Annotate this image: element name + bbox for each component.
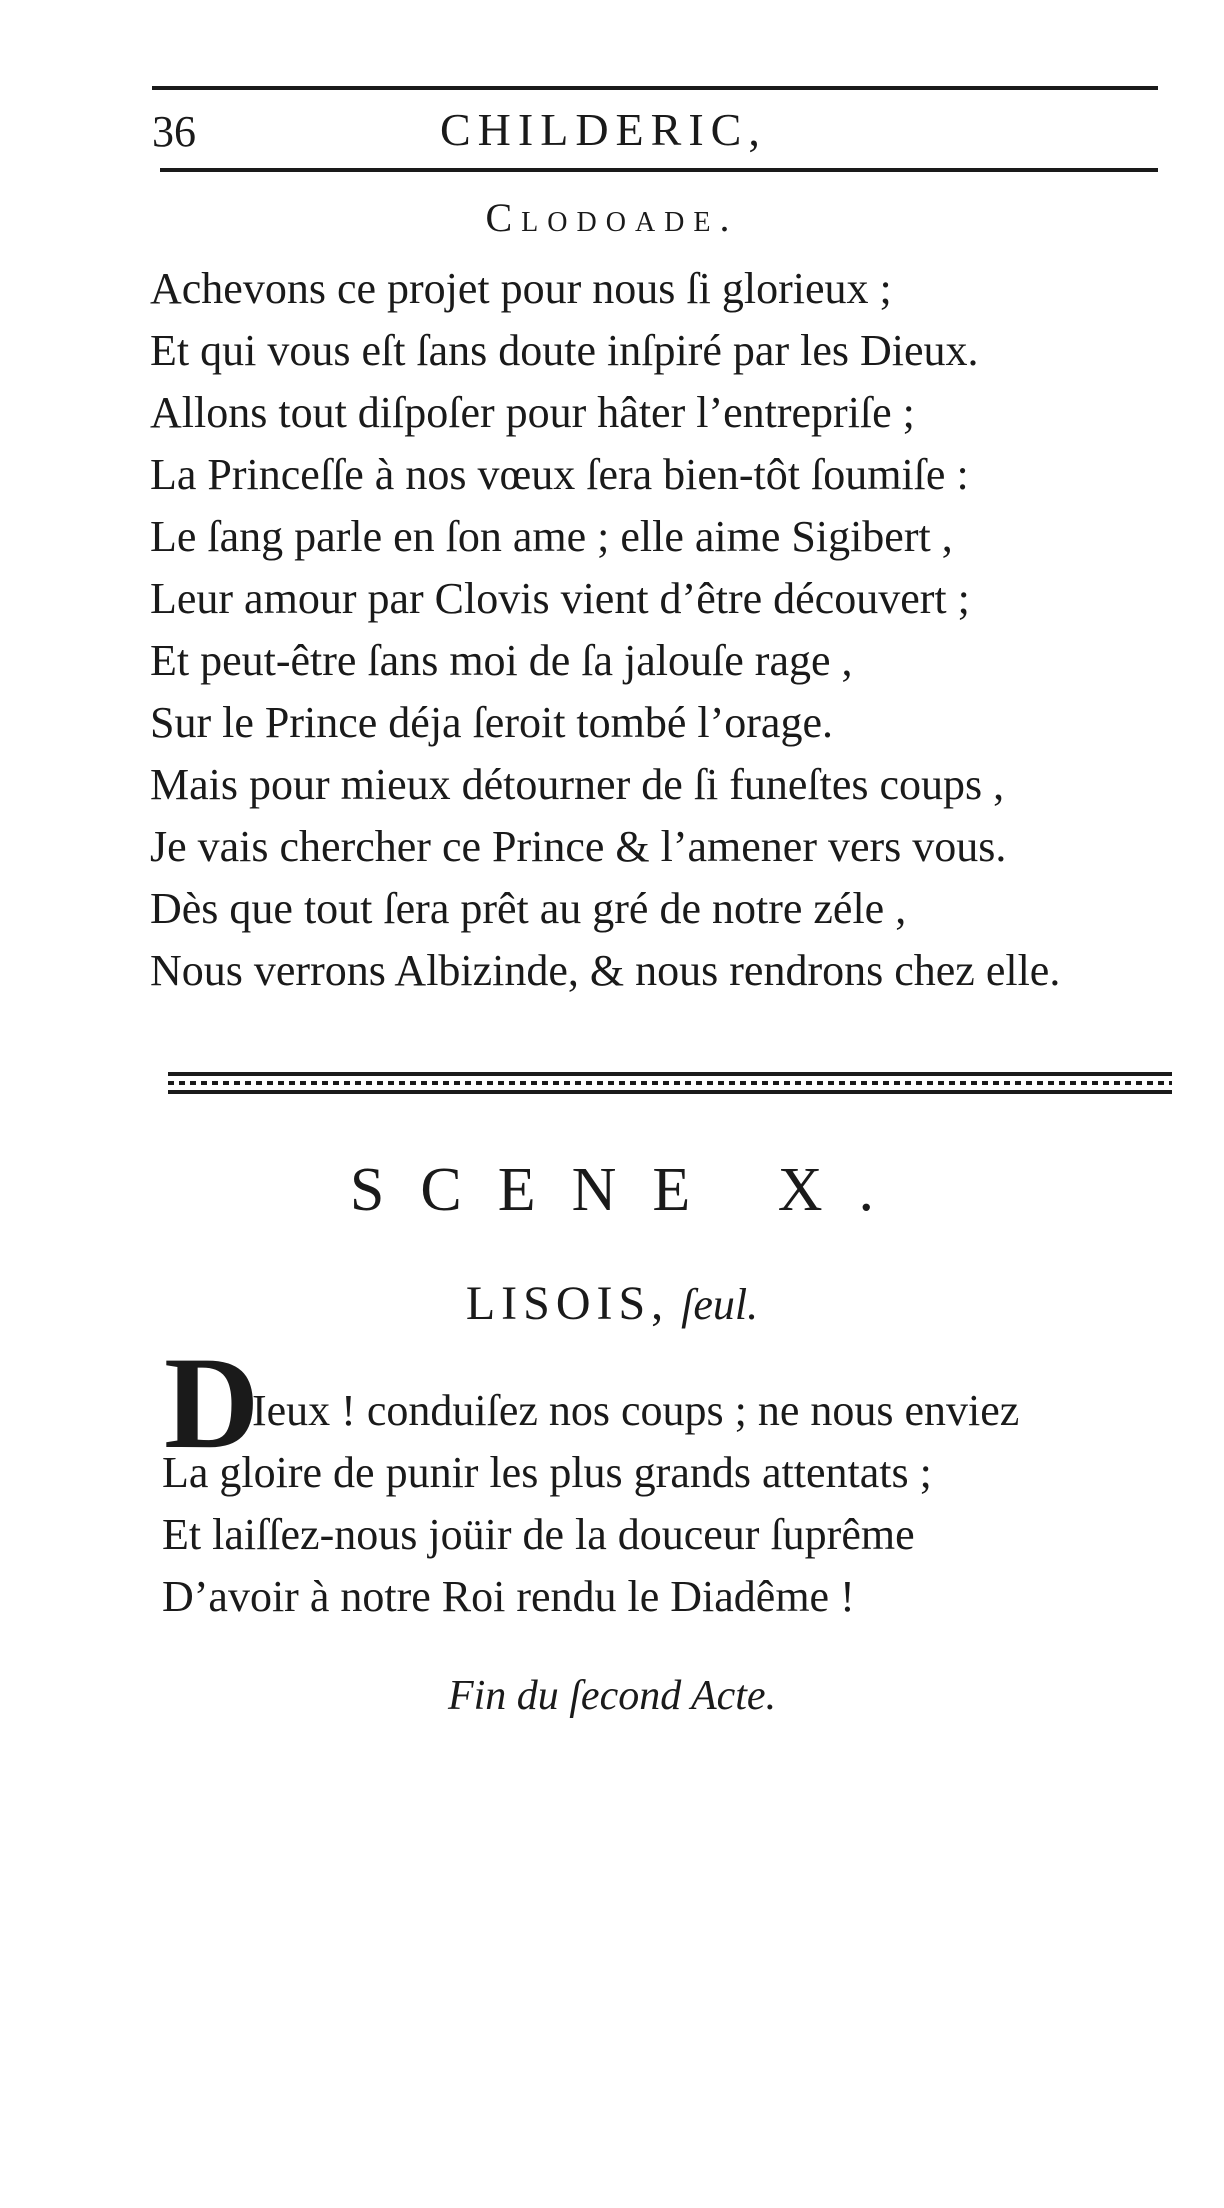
speech-line: Ieux ! conduiſez nos coups ; ne nous enviez [252, 1386, 1020, 1435]
end-of-act-note: Fin du ſecond Acte. [447, 1673, 777, 1719]
page-number: 36 [152, 107, 196, 156]
drop-cap: D [164, 1329, 260, 1476]
verse-line: Nous verrons Albizinde, & nous rendrons chez elle. [150, 946, 1061, 995]
speech-line: D’avoir à notre Roi rendu le Diadême ! [162, 1572, 855, 1621]
verse-line: Leur amour par Clovis vient d’être découvert ; [150, 574, 970, 623]
verse-line: Et peut-être ſans moi de ſa jalouſe rage , [150, 636, 853, 685]
running-title: CHILDERIC, [440, 104, 767, 155]
header-rule-top [152, 86, 1158, 90]
verse-line: Mais pour mieux détourner de ſi funeſtes coups , [150, 760, 1005, 809]
verse-line: Sur le Prince déja ſeroit tombé l’orage. [150, 698, 833, 747]
verse-line: Je vais chercher ce Prince & l’amener vers vous. [150, 822, 1007, 871]
verse-line: Dès que tout ſera prêt au gré de notre zéle , [150, 884, 907, 933]
speech-block [162, 1380, 1192, 1628]
verse-line: Achevons ce projet pour nous ſi glorieux ; [150, 264, 892, 313]
speaker-name: Clodoade. [485, 195, 739, 240]
speech-line: Et laiſſez-nous joüir de la douceur ſuprême [162, 1510, 915, 1559]
character-name: LISOIS, [465, 1277, 670, 1330]
stage-direction: ſeul. [681, 1280, 759, 1329]
verse-line: La Princeſſe à nos vœux ſera bien-tôt ſoumiſe : [150, 450, 969, 499]
scene-title: SCENE X. [349, 1156, 911, 1224]
verse-line: Le ſang parle en ſon ame ; elle aime Sigibert , [150, 512, 953, 561]
speech-line: La gloire de punir les plus grands attentats ; [162, 1448, 932, 1497]
verse-line: Et qui vous eſt ſans doute inſpiré par les Dieux. [150, 326, 979, 375]
verse-line: Allons tout diſpoſer pour hâter l’entrepriſe ; [150, 388, 915, 437]
ornamental-rule [168, 1072, 1172, 1094]
header-rule-bottom [160, 168, 1158, 172]
verse-block [150, 258, 1190, 1002]
character-heading [0, 1272, 1224, 1337]
